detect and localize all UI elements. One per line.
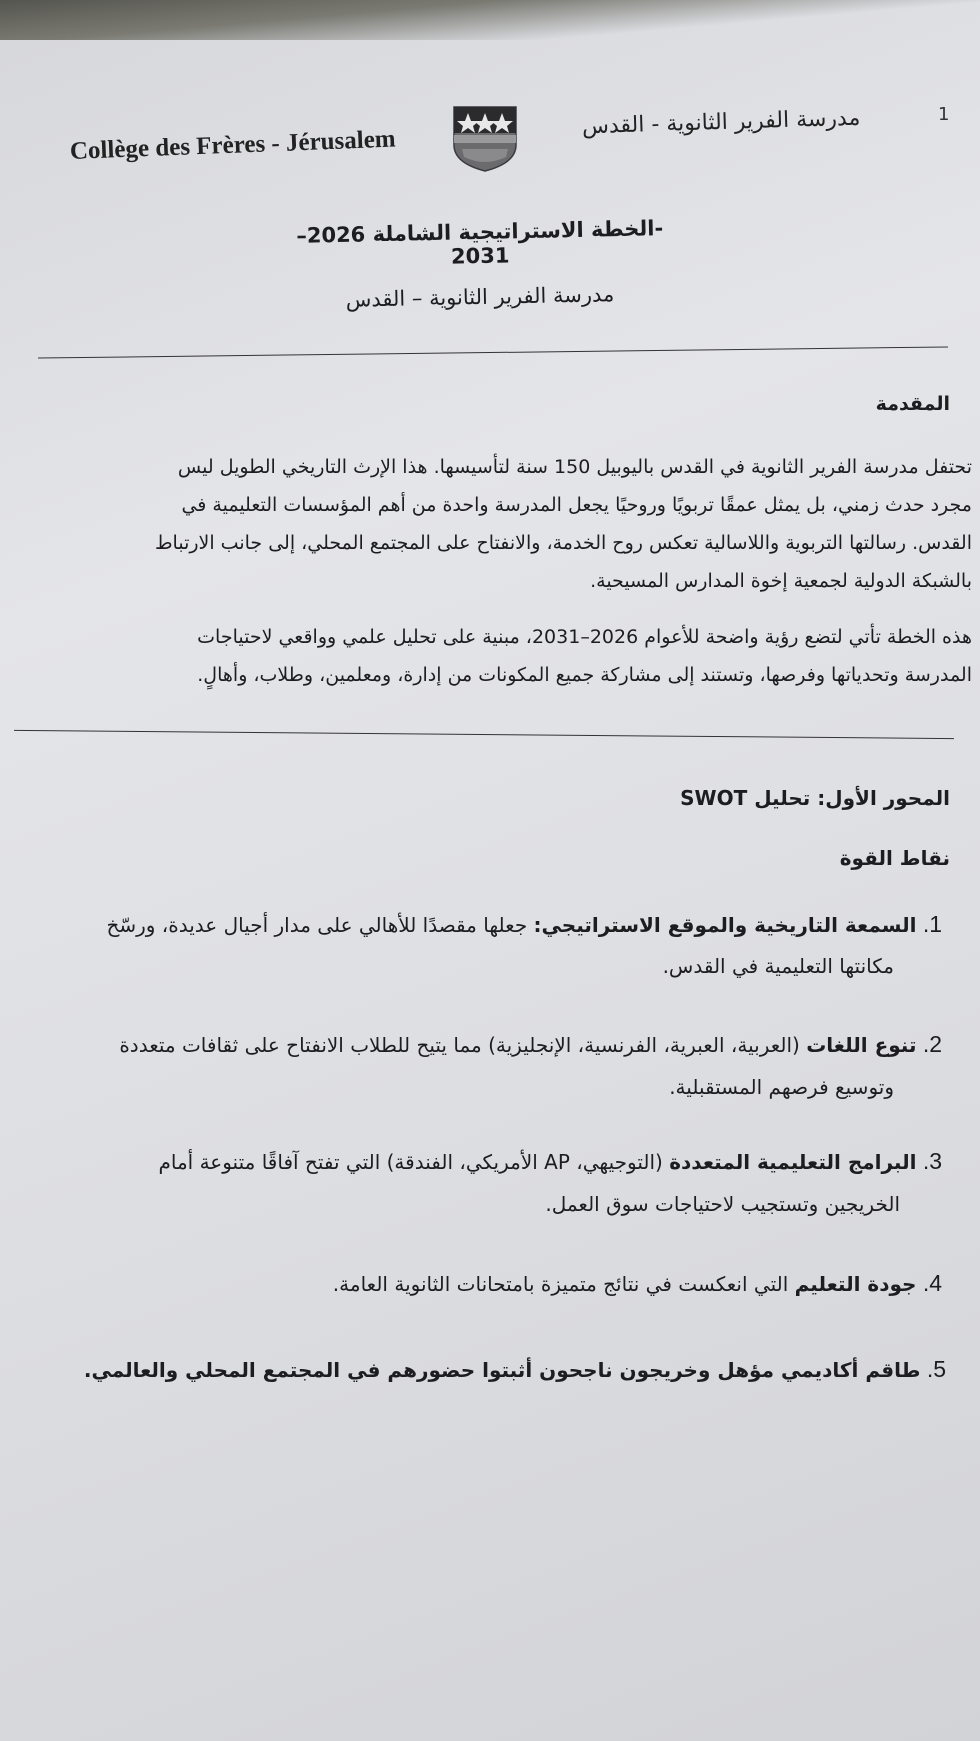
strength-item-2 <box>119 1023 942 1067</box>
item-number: 4. <box>922 1270 942 1296</box>
school-name-arabic: مدرسة الفرير الثانوية - القدس <box>581 105 861 140</box>
school-crest-logo <box>448 95 522 173</box>
strength-item-4 <box>333 1262 942 1306</box>
intro-p1-line: القدس. رسالتها التربوية واللاسالية تعكس روح الخدمة، والانفتاح على المجتمع المحلي، إلى جانب الارتباط <box>154 532 972 554</box>
item-number: 1. <box>922 911 942 937</box>
item-number: 3. <box>922 1148 942 1174</box>
strength-item-1-cont: مكانتها التعليمية في القدس. <box>662 954 894 978</box>
page-edge-shadow <box>0 0 980 40</box>
strength-item-2-cont: وتوسيع فرصهم المستقبلية. <box>669 1075 894 1099</box>
divider-middle <box>14 730 954 739</box>
intro-paragraph-1 <box>12 448 972 600</box>
plan-title: -الخطة الاستراتيجية الشاملة 2026–2031 <box>296 216 664 269</box>
intro-p1-line: مجرد حدث زمني، بل يمثل عمقًا تربويًا وروحيًا يجعل المدرسة واحدة من أهم المؤسسات التعليمية في <box>181 494 972 516</box>
plan-subtitle: مدرسة الفرير الثانوية – القدس <box>345 282 615 312</box>
strength-item-3-cont: الخريجين وتستجيب لاحتياجات سوق العمل. <box>545 1192 900 1216</box>
intro-p2-line: المدرسة وتحدياتها وفرصها، وتستند إلى مشاركة جميع المكونات من إدارة، ومعلمين، وطلاب، وأهالٍ. <box>197 664 972 686</box>
item-bold-lead: تنوع اللغات <box>806 1033 917 1057</box>
intro-paragraph-2 <box>12 618 972 694</box>
item-text: (التوجيهي، AP الأمريكي، الفندقة) التي تفتح آفاقًا متنوعة أمام <box>158 1150 670 1174</box>
strength-item-1 <box>106 903 942 947</box>
item-text: التي انعكست في نتائج متميزة بامتحانات الثانوية العامة. <box>332 1272 795 1296</box>
intro-heading: المقدمة <box>875 393 950 415</box>
page-number: 1 <box>938 104 950 125</box>
divider-top <box>38 346 948 358</box>
item-text: جعلها مقصدًا للأهالي على مدار أجيال عديدة، ورسّخ <box>106 913 534 937</box>
item-bold-lead: جودة التعليم <box>794 1272 917 1296</box>
intro-p1-line: تحتفل مدرسة الفرير الثانوية في القدس باليوبيل 150 سنة لتأسيسها. هذا الإرث التاريخي الطويل ليس <box>177 456 972 478</box>
strengths-heading: نقاط القوة <box>839 846 950 870</box>
item-bold-lead: السمعة التاريخية والموقع الاستراتيجي: <box>533 913 917 937</box>
item-number: 2. <box>922 1031 942 1057</box>
item-bold-lead: البرامج التعليمية المتعددة <box>669 1150 917 1174</box>
item-number: 5. <box>926 1356 946 1382</box>
strength-item-3 <box>158 1140 942 1184</box>
intro-p1-line: بالشبكة الدولية لجمعية إخوة المدارس المسيحية. <box>590 570 972 592</box>
school-name-french: Collège des Frères - Jérusalem <box>69 125 397 165</box>
item-bold-lead: طاقم أكاديمي مؤهل وخريجون ناجحون أثبتوا حضورهم في المجتمع المحلي والعالمي. <box>83 1358 921 1382</box>
strength-item-5 <box>84 1348 946 1392</box>
axis1-heading: المحور الأول: تحليل SWOT <box>680 786 950 810</box>
intro-p2-line: هذه الخطة تأتي لتضع رؤية واضحة للأعوام 2026–2031، مبنية على تحليل علمي وواقعي لاحتياجات <box>197 626 972 648</box>
item-text: (العربية، العبرية، الفرنسية، الإنجليزية) مما يتيح للطلاب الانفتاح على ثقافات متعددة <box>119 1033 807 1057</box>
